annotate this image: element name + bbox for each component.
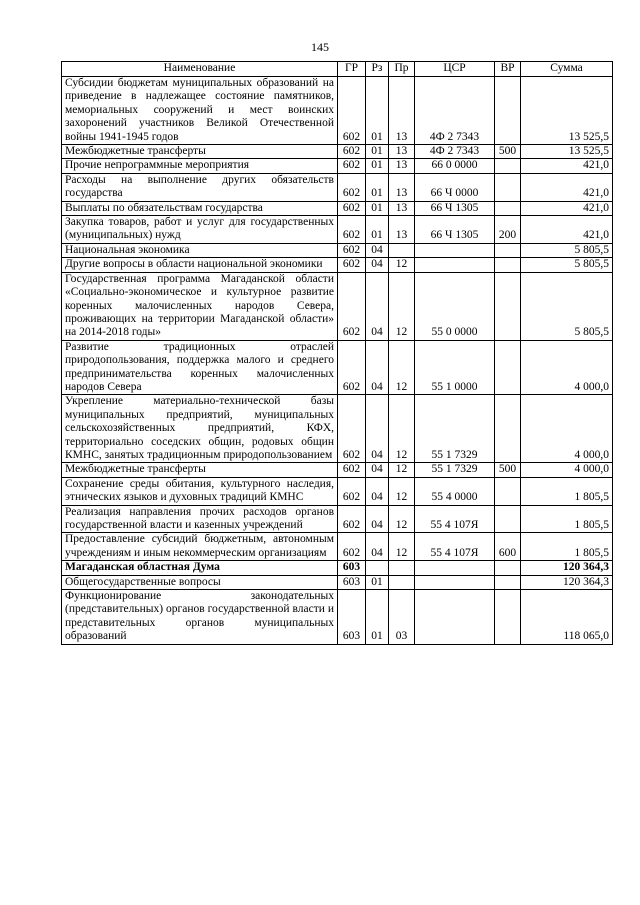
- cell-vr: [495, 561, 521, 575]
- cell-gr: 603: [338, 590, 366, 645]
- cell-name: Предоставление субсидий бюджетным, автономным учреждениям и иным некоммерческим организациям: [62, 533, 338, 561]
- cell-csr: 55 4 107Я: [415, 505, 495, 533]
- cell-rz: 01: [366, 77, 389, 145]
- cell-vr: [495, 477, 521, 505]
- cell-rz: 04: [366, 463, 389, 477]
- cell-rz: 01: [366, 173, 389, 201]
- cell-name: Реализация направления прочих расходов органов государственной власти и казенных учреждений: [62, 505, 338, 533]
- cell-vr: [495, 505, 521, 533]
- cell-gr: 602: [338, 77, 366, 145]
- cell-name: Государственная программа Магаданской области «Социально-экономическое и культурное развитие коренных малочисленных народов Севера, проживающих на территории Магаданской области» на 2014-2018 годы»: [62, 272, 338, 340]
- cell-csr: [415, 590, 495, 645]
- cell-sum: 118 065,0: [521, 590, 613, 645]
- cell-vr: 200: [495, 216, 521, 244]
- header-name: Наименование: [62, 62, 338, 77]
- cell-name: Субсидии бюджетам муниципальных образований на приведение в надлежащее состояние памятников, мемориальных сооружений и мест воинских захоронений участников Великой Отечественной войны 1941-1945 годов: [62, 77, 338, 145]
- cell-csr: 4Ф 2 7343: [415, 145, 495, 159]
- table-row: [62, 77, 613, 145]
- cell-rz: 04: [366, 505, 389, 533]
- cell-gr: 602: [338, 533, 366, 561]
- cell-pr: 12: [389, 533, 415, 561]
- cell-csr: [415, 575, 495, 589]
- cell-csr: 4Ф 2 7343: [415, 77, 495, 145]
- cell-pr: 13: [389, 159, 415, 173]
- cell-vr: 500: [495, 145, 521, 159]
- cell-csr: 55 1 7329: [415, 395, 495, 463]
- cell-gr: 602: [338, 340, 366, 395]
- table-row: [62, 243, 613, 257]
- cell-name: Расходы на выполнение других обязательств государства: [62, 173, 338, 201]
- cell-vr: 500: [495, 463, 521, 477]
- cell-pr: 13: [389, 145, 415, 159]
- cell-csr: [415, 243, 495, 257]
- cell-pr: [389, 575, 415, 589]
- table-row: [62, 561, 613, 575]
- cell-name: Функционирование законодательных (представительных) органов государственной власти и представительных органов муниципальных образований: [62, 590, 338, 645]
- cell-name: Укрепление материально-технической базы муниципальных предприятий, муниципальных сельскохозяйственных предприятий, КФХ, территориально соседских общин, родовых общин КМНС, занятых традиционным природопользованием: [62, 395, 338, 463]
- cell-pr: 12: [389, 505, 415, 533]
- cell-sum: 1 805,5: [521, 477, 613, 505]
- table-row: [62, 216, 613, 244]
- table-row: [62, 159, 613, 173]
- cell-csr: [415, 561, 495, 575]
- cell-sum: 4 000,0: [521, 395, 613, 463]
- table-row: [62, 201, 613, 215]
- cell-csr: 66 Ч 1305: [415, 216, 495, 244]
- cell-csr: 55 4 107Я: [415, 533, 495, 561]
- cell-gr: 602: [338, 243, 366, 257]
- table-row: [62, 575, 613, 589]
- cell-gr: 602: [338, 201, 366, 215]
- cell-rz: 01: [366, 201, 389, 215]
- cell-rz: 01: [366, 159, 389, 173]
- cell-csr: 55 1 7329: [415, 463, 495, 477]
- cell-name: Другие вопросы в области национальной экономики: [62, 258, 338, 272]
- cell-sum: 120 364,3: [521, 575, 613, 589]
- cell-vr: [495, 340, 521, 395]
- cell-pr: 12: [389, 477, 415, 505]
- cell-sum: 13 525,5: [521, 77, 613, 145]
- header-pr: Пр: [389, 62, 415, 77]
- cell-pr: 12: [389, 340, 415, 395]
- cell-gr: 602: [338, 216, 366, 244]
- header-rz: Рз: [366, 62, 389, 77]
- cell-rz: 01: [366, 590, 389, 645]
- cell-vr: [495, 272, 521, 340]
- cell-sum: 1 805,5: [521, 533, 613, 561]
- cell-sum: 421,0: [521, 216, 613, 244]
- header-sum: Сумма: [521, 62, 613, 77]
- cell-gr: 602: [338, 159, 366, 173]
- cell-sum: 5 805,5: [521, 243, 613, 257]
- cell-name: Межбюджетные трансферты: [62, 463, 338, 477]
- cell-sum: 5 805,5: [521, 258, 613, 272]
- cell-rz: 01: [366, 145, 389, 159]
- header-vr: ВР: [495, 62, 521, 77]
- cell-csr: 66 0 0000: [415, 159, 495, 173]
- cell-pr: 03: [389, 590, 415, 645]
- cell-name: Магаданская областная Дума: [62, 561, 338, 575]
- cell-name: Развитие традиционных отраслей природопользования, поддержка малого и среднего предпринимательства коренных малочисленных народов Севера: [62, 340, 338, 395]
- table-header-row: [62, 62, 613, 77]
- cell-name: Сохранение среды обитания, культурного наследия, этнических языков и духовных традиций КМНС: [62, 477, 338, 505]
- cell-rz: [366, 561, 389, 575]
- cell-name: Закупка товаров, работ и услуг для государственных (муниципальных) нужд: [62, 216, 338, 244]
- cell-csr: 55 0 0000: [415, 272, 495, 340]
- table-row: [62, 463, 613, 477]
- cell-name: Общегосударственные вопросы: [62, 575, 338, 589]
- table-row: [62, 477, 613, 505]
- cell-gr: 602: [338, 258, 366, 272]
- cell-gr: 603: [338, 561, 366, 575]
- cell-pr: 13: [389, 173, 415, 201]
- cell-rz: 04: [366, 340, 389, 395]
- header-gr: ГР: [338, 62, 366, 77]
- cell-csr: 66 Ч 1305: [415, 201, 495, 215]
- cell-csr: 66 Ч 0000: [415, 173, 495, 201]
- table-row: [62, 340, 613, 395]
- page-number: 145: [311, 40, 329, 54]
- cell-gr: 602: [338, 145, 366, 159]
- budget-table: [61, 61, 613, 645]
- cell-vr: 600: [495, 533, 521, 561]
- table-row: [62, 533, 613, 561]
- table-row: [62, 272, 613, 340]
- cell-csr: 55 4 0000: [415, 477, 495, 505]
- cell-pr: 12: [389, 395, 415, 463]
- cell-pr: 12: [389, 272, 415, 340]
- cell-gr: 602: [338, 173, 366, 201]
- table-row: [62, 395, 613, 463]
- cell-pr: 13: [389, 216, 415, 244]
- cell-pr: 12: [389, 463, 415, 477]
- cell-sum: 5 805,5: [521, 272, 613, 340]
- cell-vr: [495, 590, 521, 645]
- cell-gr: 602: [338, 272, 366, 340]
- cell-vr: [495, 77, 521, 145]
- cell-vr: [495, 575, 521, 589]
- table-row: [62, 173, 613, 201]
- cell-rz: 01: [366, 575, 389, 589]
- cell-sum: 421,0: [521, 173, 613, 201]
- cell-gr: 602: [338, 477, 366, 505]
- header-csr: ЦСР: [415, 62, 495, 77]
- cell-rz: 04: [366, 533, 389, 561]
- cell-sum: 1 805,5: [521, 505, 613, 533]
- cell-pr: 13: [389, 77, 415, 145]
- cell-vr: [495, 395, 521, 463]
- cell-rz: 04: [366, 395, 389, 463]
- cell-sum: 120 364,3: [521, 561, 613, 575]
- cell-sum: 421,0: [521, 159, 613, 173]
- cell-rz: 04: [366, 477, 389, 505]
- cell-pr: [389, 243, 415, 257]
- cell-sum: 13 525,5: [521, 145, 613, 159]
- cell-vr: [495, 159, 521, 173]
- cell-gr: 603: [338, 575, 366, 589]
- cell-pr: 13: [389, 201, 415, 215]
- cell-name: Выплаты по обязательствам государства: [62, 201, 338, 215]
- table-row: [62, 590, 613, 645]
- cell-csr: 55 1 0000: [415, 340, 495, 395]
- cell-vr: [495, 243, 521, 257]
- cell-rz: 04: [366, 258, 389, 272]
- cell-vr: [495, 201, 521, 215]
- cell-rz: 01: [366, 216, 389, 244]
- table-body: [62, 77, 613, 645]
- cell-pr: 12: [389, 258, 415, 272]
- cell-rz: 04: [366, 272, 389, 340]
- cell-vr: [495, 258, 521, 272]
- cell-rz: 04: [366, 243, 389, 257]
- cell-gr: 602: [338, 395, 366, 463]
- cell-name: Прочие непрограммные мероприятия: [62, 159, 338, 173]
- cell-sum: 4 000,0: [521, 463, 613, 477]
- cell-gr: 602: [338, 463, 366, 477]
- cell-vr: [495, 173, 521, 201]
- cell-name: Межбюджетные трансферты: [62, 145, 338, 159]
- table-row: [62, 145, 613, 159]
- cell-pr: [389, 561, 415, 575]
- cell-sum: 421,0: [521, 201, 613, 215]
- cell-sum: 4 000,0: [521, 340, 613, 395]
- cell-gr: 602: [338, 505, 366, 533]
- cell-csr: [415, 258, 495, 272]
- table-row: [62, 505, 613, 533]
- cell-name: Национальная экономика: [62, 243, 338, 257]
- table-row: [62, 258, 613, 272]
